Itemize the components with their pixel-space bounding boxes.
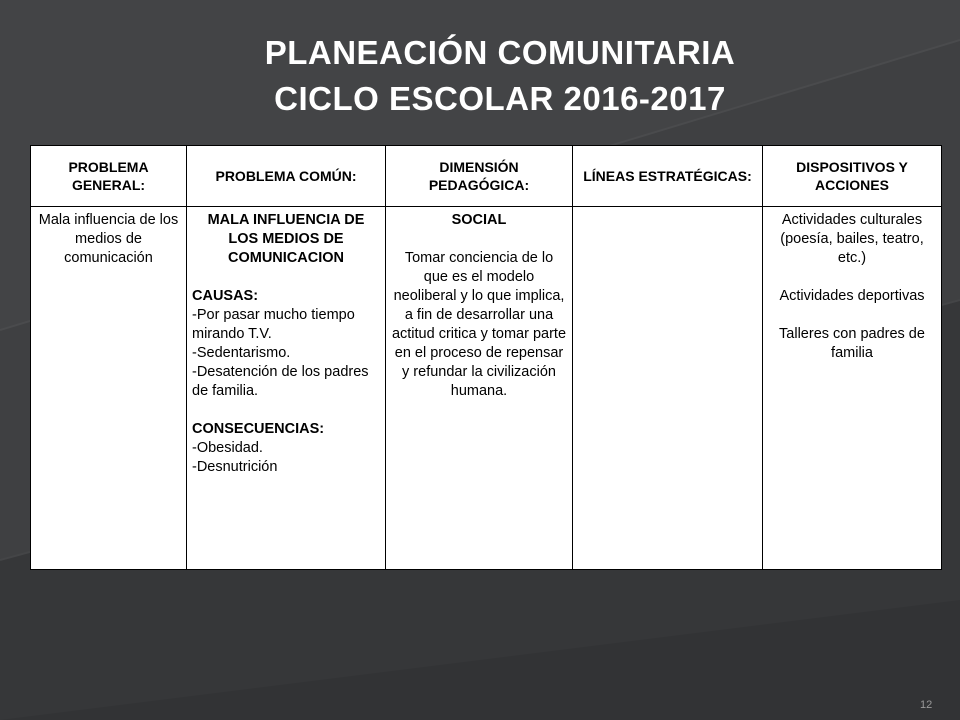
- cause-item: -Por pasar mucho tiempo mirando T.V.: [192, 307, 355, 342]
- cause-item: -Sedentarismo.: [192, 345, 291, 361]
- table-row: [31, 207, 942, 570]
- slide-title: [0, 30, 960, 122]
- consequence-item: -Obesidad.: [192, 440, 263, 456]
- cell-general-problem: Mala influencia de los medios de comunicación: [31, 207, 187, 570]
- action-item: Actividades culturales (poesía, bailes, teatro, etc.): [780, 212, 924, 266]
- action-item: Actividades deportivas: [779, 288, 925, 304]
- dimension-text: Tomar conciencia de lo que es el modelo neoliberal y lo que implica, a fin de desarrollar una actitud critica y tomar parte en el proceso de repensar y refundar la civilización humana.: [391, 250, 567, 399]
- action-item: Talleres con padres de familia: [779, 326, 925, 361]
- common-problem-title: MALA INFLUENCIA DE LOS MEDIOS DE COMUNICACION: [207, 212, 365, 266]
- page-number: 12: [920, 699, 933, 711]
- consequences-label: CONSECUENCIAS:: [192, 421, 325, 437]
- header-pedagogical-dimension: DIMENSIÓN PEDAGÓGICA:: [386, 146, 573, 207]
- cause-item: -Desatención de los padres de familia.: [192, 364, 369, 399]
- header-actions: DISPOSITIVOS Y ACCIONES: [763, 146, 942, 207]
- header-common-problem: PROBLEMA COMÚN:: [187, 146, 386, 207]
- header-general-problem: PROBLEMA GENERAL:: [31, 146, 187, 207]
- title-line-2: CICLO ESCOLAR 2016-2017: [274, 80, 726, 117]
- planning-table: [30, 145, 942, 570]
- causes-label: CAUSAS:: [192, 288, 259, 304]
- header-row: [31, 146, 942, 207]
- title-line-1: PLANEACIÓN COMUNITARIA: [264, 34, 736, 71]
- cell-common-problem: [187, 207, 386, 570]
- consequence-item: -Desnutrición: [192, 459, 278, 475]
- header-strategic-lines: LÍNEAS ESTRATÉGICAS:: [573, 146, 763, 207]
- cell-pedagogical-dimension: [386, 207, 573, 570]
- dimension-title: SOCIAL: [451, 212, 507, 228]
- cell-actions: [763, 207, 942, 570]
- cell-strategic-lines: [573, 207, 763, 570]
